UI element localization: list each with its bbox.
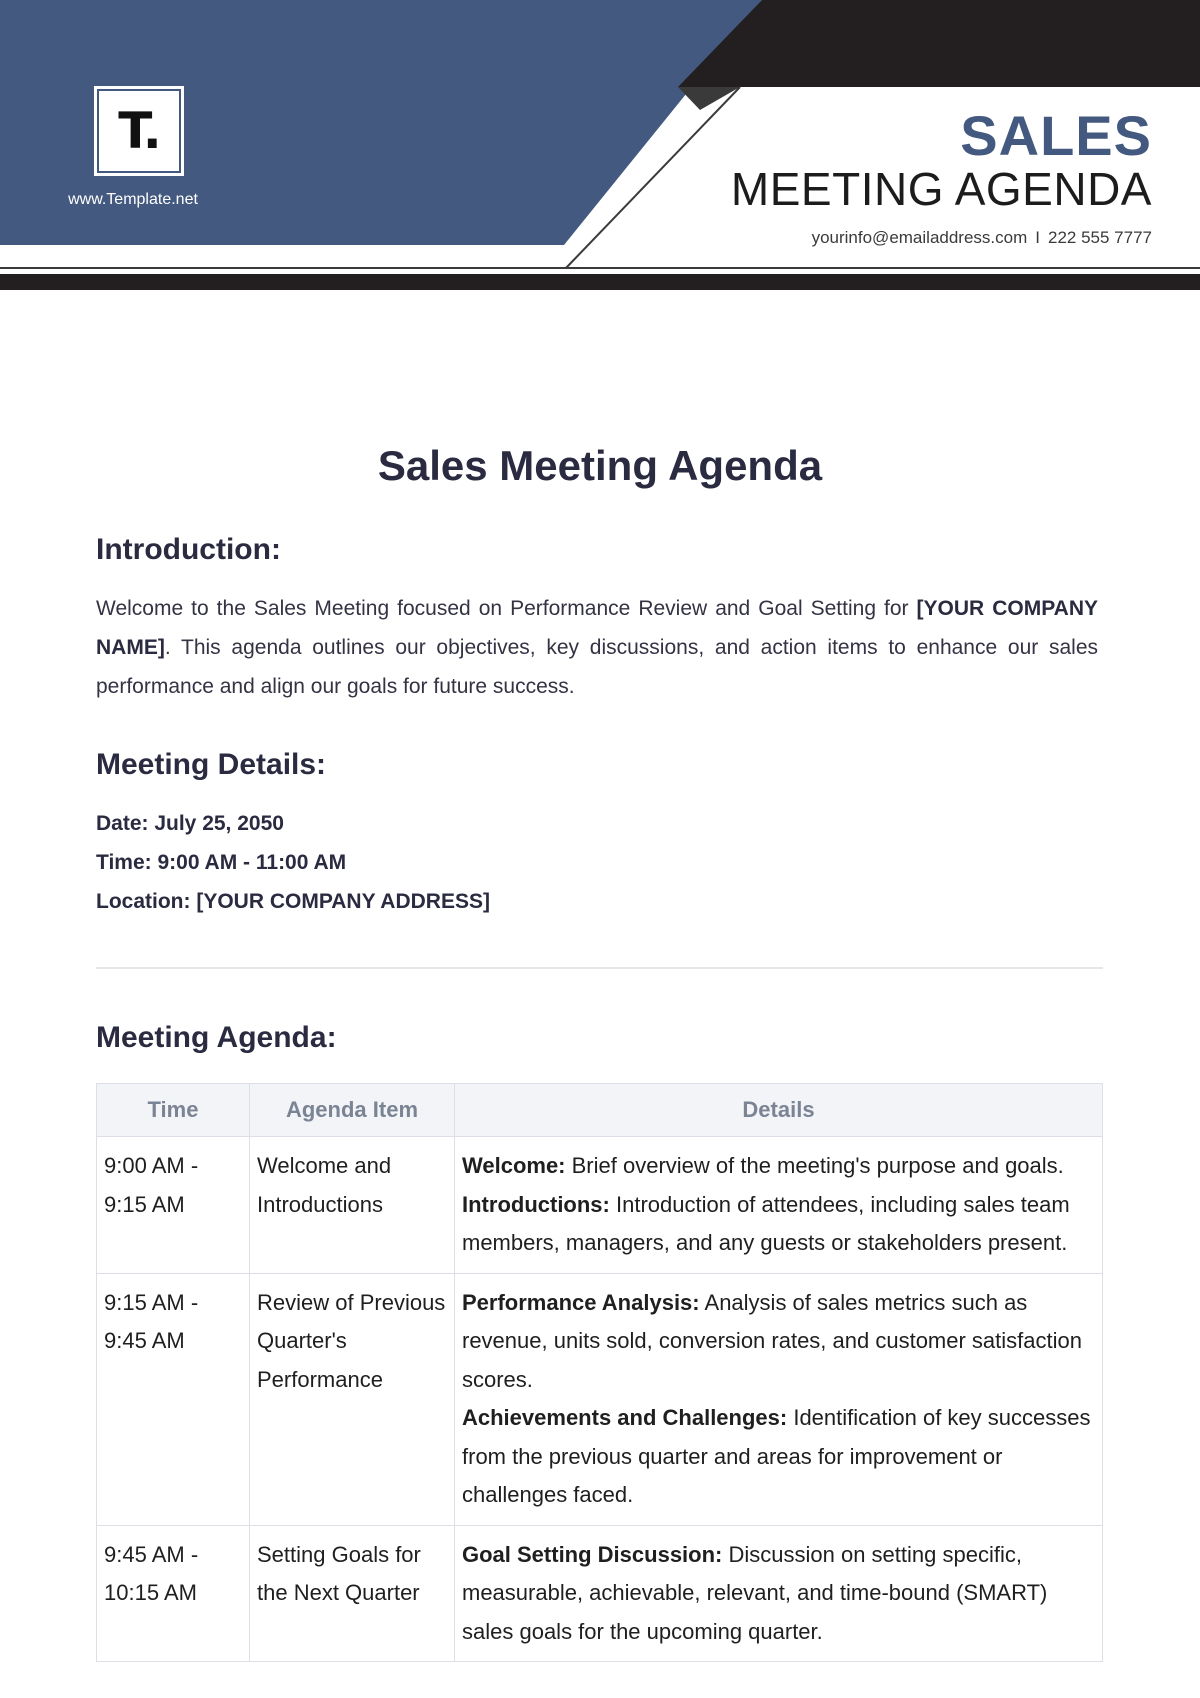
- logo-letter: T.: [97, 89, 181, 173]
- table-row: [97, 1273, 1103, 1525]
- meeting-details-heading: Meeting Details:: [96, 748, 327, 781]
- header-bottom-bar: [0, 274, 1200, 290]
- agenda-header-row: [97, 1084, 1103, 1137]
- row-details: [455, 1525, 1103, 1662]
- introduction-paragraph: [96, 589, 1098, 706]
- row-details: [455, 1273, 1103, 1525]
- detail-label: Welcome:: [462, 1153, 566, 1178]
- row-agenda-item: Setting Goals for the Next Quarter: [250, 1525, 455, 1662]
- row-agenda-item: Review of Previous Quarter's Performance: [250, 1273, 455, 1525]
- detail-text: Introduction of attendees, including sales team members, managers, and any guests or stakeholders present.: [462, 1191, 1070, 1255]
- table-row: [97, 1525, 1103, 1662]
- website-label: www.Template.net: [68, 191, 198, 208]
- row-details: [455, 1137, 1103, 1274]
- detail-line: [462, 1147, 1095, 1186]
- intro-text-end: . This agenda outlines our objectives, key discussions, and action items to enhance our sales performance and align our goals for future success.: [96, 636, 1098, 698]
- detail-line: [462, 1399, 1095, 1515]
- detail-label: Introductions:: [462, 1191, 610, 1217]
- row-time: 9:15 AM - 9:45 AM: [97, 1273, 250, 1525]
- detail-line: [462, 1536, 1095, 1652]
- detail-label: Goal Setting Discussion:: [462, 1541, 723, 1567]
- section-divider: [96, 967, 1103, 969]
- contact-line: [812, 228, 1152, 248]
- contact-separator: I: [1035, 228, 1040, 247]
- meeting-date: Date: July 25, 2050: [96, 812, 284, 835]
- detail-text: Identification of key successes from the previous quarter and areas for improvement or challenges faced.: [462, 1405, 1091, 1507]
- column-header-time: Time: [97, 1084, 250, 1137]
- row-time: 9:00 AM - 9:15 AM: [97, 1137, 250, 1274]
- detail-line: [462, 1284, 1095, 1400]
- meeting-details: [96, 804, 490, 921]
- meeting-time: Time: 9:00 AM - 11:00 AM: [96, 851, 347, 874]
- header-dark-band: [678, 0, 1200, 87]
- column-header-agenda-item: Agenda Item: [250, 1084, 455, 1137]
- detail-label: Achievements and Challenges:: [462, 1405, 788, 1430]
- detail-label: Performance Analysis:: [462, 1289, 700, 1315]
- detail-text: Discussion on setting specific, measurable, achievable, relevant, and time-bound (SMART) sales goals for the upcoming quarter.: [462, 1541, 1048, 1644]
- row-agenda-item: Welcome and Introductions: [250, 1137, 455, 1274]
- contact-email: yourinfo@emailaddress.com: [811, 228, 1028, 247]
- agenda-table: [96, 1083, 1103, 1662]
- contact-phone: 222 555 7777: [1048, 228, 1152, 247]
- meeting-agenda-heading: Meeting Agenda:: [96, 1021, 337, 1054]
- table-row: [97, 1137, 1103, 1274]
- introduction-heading: Introduction:: [96, 533, 281, 566]
- detail-text: Analysis of sales metrics such as revenue, units sold, conversion rates, and customer satisfaction scores.: [462, 1289, 1082, 1392]
- detail-line: [462, 1186, 1095, 1263]
- intro-company-placeholder: [YOUR COMPANY NAME]: [96, 597, 1099, 659]
- intro-text-start: Welcome to the Sales Meeting focused on Performance Review and Goal Setting for: [96, 597, 917, 620]
- row-time: 9:45 AM - 10:15 AM: [97, 1525, 250, 1662]
- meeting-location: Location: [YOUR COMPANY ADDRESS]: [96, 890, 490, 913]
- column-header-details: Details: [455, 1084, 1103, 1137]
- brand-title: SALES: [960, 104, 1152, 167]
- detail-text: Brief overview of the meeting's purpose and goals.: [565, 1153, 1064, 1178]
- brand-subtitle: MEETING AGENDA: [730, 163, 1152, 215]
- page-title: Sales Meeting Agenda: [377, 442, 823, 489]
- document-header: [0, 0, 1200, 300]
- logo: [94, 86, 184, 176]
